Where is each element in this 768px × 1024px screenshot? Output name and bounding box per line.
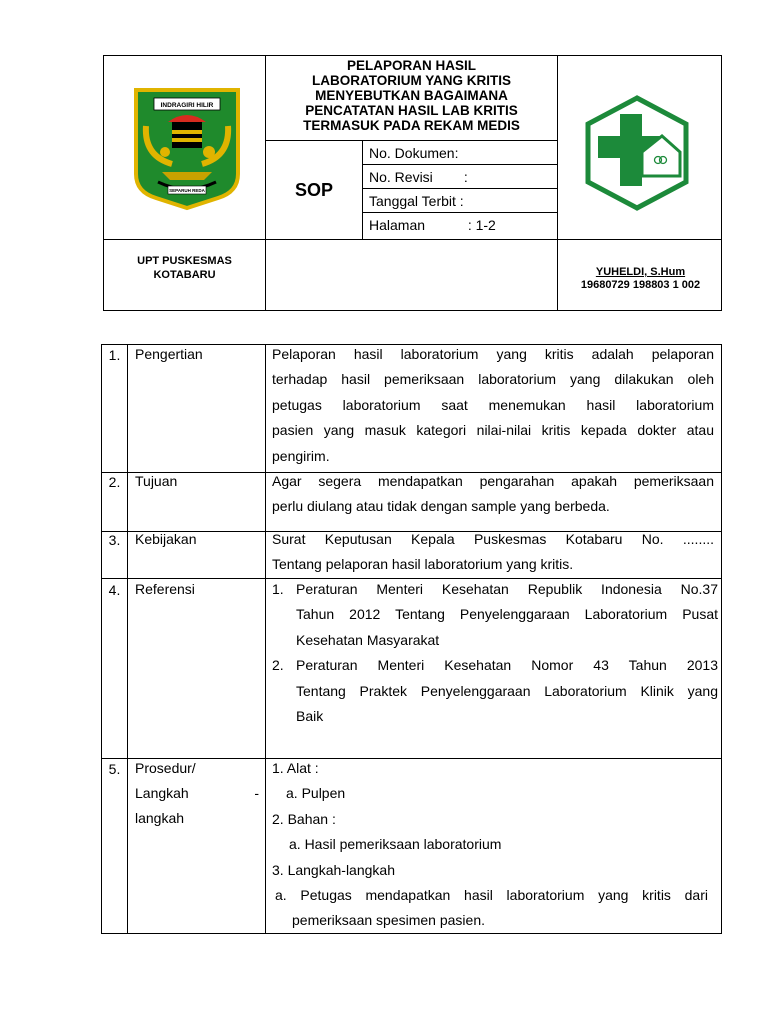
label-line: Prosedur/ (135, 760, 196, 776)
puskesmas-logo (582, 94, 692, 219)
text-line: 3. Langkah-langkah (272, 861, 395, 878)
reference-item (272, 577, 718, 653)
revision-field: No. Revisi : (363, 165, 557, 189)
text-line: Tentang Praktek Penyelenggaraan Laboratorium Klinik yang (296, 682, 718, 699)
row-number: 5. (108, 761, 121, 777)
page-field: Halaman : 1-2 (369, 217, 496, 233)
text-line: petugas laboratorium saat menemukan hasil laboratorium (272, 396, 714, 413)
signature-block (558, 266, 723, 292)
sop-label: SOP (266, 141, 363, 239)
text-line: a. Petugas mendapatkan hasil laboratorium yang kritis dari (275, 887, 708, 904)
document-title (266, 56, 557, 141)
doc-number-field: No. Dokumen: (363, 141, 557, 165)
column-divider (127, 345, 128, 933)
sop-content-table (101, 344, 722, 934)
text-line: 1. Alat : (272, 760, 319, 776)
policy-text (272, 527, 714, 578)
text-line: a. Pulpen (286, 785, 346, 802)
text-line: Tentang pelaporan hasil laboratorium yang kritis. (272, 556, 574, 573)
text-line: pasien yang masuk kategori nilai-nilai kritis kepada dokter atau (272, 422, 714, 439)
text-line: Kesehatan Masyarakat (296, 631, 440, 648)
label-line: langkah (135, 810, 185, 826)
text-line: Peraturan Menteri Kesehatan Republik Indonesia No.37 (296, 581, 718, 597)
text-line: Surat Keputusan Kepala Puskesmas Kotabaru No. ........ (272, 531, 714, 547)
row-number: 2. (108, 474, 121, 490)
text-line: perlu diulang atau tidak dengan sample yang berbeda. (272, 498, 610, 515)
org-line: UPT PUSKESMAS (137, 255, 232, 267)
signer-name: YUHELDI, S.Hum (595, 266, 686, 278)
label-dash: - (254, 785, 259, 801)
title-line: LABORATORIUM YANG KRITIS (311, 73, 511, 88)
organization-name (104, 254, 265, 282)
text-line: Agar segera mendapatkan pengarahan apakah pemeriksaan (272, 473, 714, 489)
text-line: pemeriksaan spesimen pasien. (292, 912, 485, 929)
label-line (135, 781, 259, 806)
org-line: KOTABARU (153, 269, 216, 281)
title-line: TERMASUK PADA REKAM MEDIS (303, 118, 520, 133)
issue-date-field: Tanggal Terbit : (363, 189, 557, 213)
text-line: Baik (296, 708, 324, 725)
title-line: PENCATATAN HASIL LAB KRITIS (305, 103, 518, 118)
text-line: pengirim. (272, 447, 330, 464)
text-line: 2. Bahan : (272, 810, 336, 827)
label-word: Langkah (135, 785, 189, 801)
reference-number: 2. (272, 657, 284, 674)
emblem-text: INDRAGIRI HILIR (160, 102, 214, 109)
definition-text (272, 342, 714, 469)
reference-number: 1. (272, 581, 284, 597)
title-line: PELAPORAN HASIL (346, 58, 476, 73)
divider (104, 239, 721, 240)
row-label: Referensi (135, 581, 195, 597)
sop-header (103, 55, 722, 311)
purpose-text (272, 469, 714, 520)
regency-emblem-logo (132, 86, 242, 217)
row-number: 4. (108, 582, 121, 598)
row-label: Pengertian (135, 346, 203, 362)
row-label: Tujuan (135, 473, 178, 489)
text-line: Tahun 2012 Tentang Penyelenggaraan Laboratorium Pusat (296, 606, 718, 623)
row-number: 3. (108, 532, 121, 548)
text-line: a. Hasil pemeriksaan laboratorium (289, 836, 502, 853)
row-label (135, 756, 259, 831)
signer-nip: 19680729 198803 1 002 (580, 279, 701, 291)
text-line: Pelaporan hasil laboratorium yang kritis adalah pelaporan (272, 346, 714, 362)
column-divider (265, 345, 266, 933)
title-line: MENYEBUTKAN BAGAIMANA (315, 88, 508, 103)
reference-item (272, 653, 718, 729)
text-line: Peraturan Menteri Kesehatan Nomor 43 Tahun 2013 (296, 657, 718, 674)
row-number: 1. (108, 347, 121, 363)
reference-list (272, 577, 718, 729)
row-label: Kebijakan (135, 531, 197, 547)
procedure-text (272, 756, 714, 934)
emblem-motto: SEPARUH REDA (169, 188, 205, 193)
text-line: terhadap hasil pemeriksaan laboratorium yang dilakukan oleh (272, 371, 714, 388)
